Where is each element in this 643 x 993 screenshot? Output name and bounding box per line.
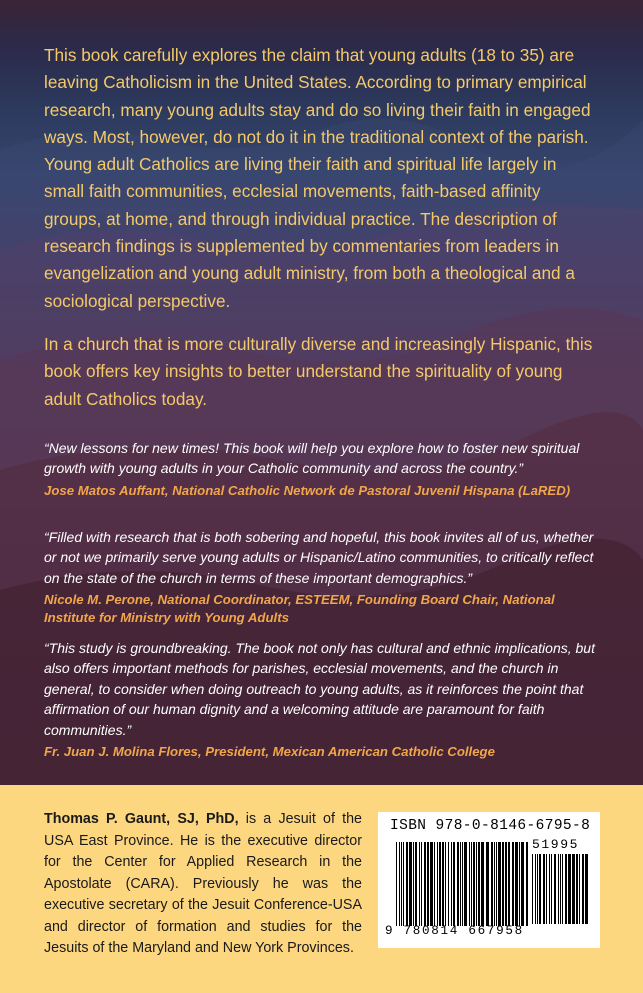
isbn-barcode	[378, 812, 600, 948]
book-summary	[44, 42, 600, 429]
barcode-bar	[448, 842, 449, 926]
barcode-bar	[424, 842, 426, 926]
barcode-bar	[442, 842, 444, 926]
barcode-bar	[562, 854, 563, 924]
barcode-bar	[434, 842, 435, 926]
barcode-bar	[399, 842, 400, 926]
barcode-bar	[437, 842, 438, 926]
barcode-bar	[508, 842, 510, 926]
barcode-bar	[451, 842, 452, 926]
barcode-bar	[476, 842, 477, 926]
barcode-bar	[403, 842, 404, 926]
barcode-bar	[502, 842, 504, 926]
barcode-bar	[471, 842, 472, 926]
barcode-bar	[505, 842, 507, 926]
endorsement-author: Fr. Juan J. Molina Flores, President, Mexican American Catholic College	[44, 744, 495, 760]
endorsement-author: Jose Matos Auffant, National Catholic Network de Pastoral Juvenil Hispana (LaRED)	[44, 482, 571, 498]
barcode-bar	[415, 842, 417, 926]
ean-bars	[396, 842, 528, 926]
endorsement-author: Nicole M. Perone, National Coordinator, ESTEEM, Founding Board Chair, National Institute for Ministry with Young Adults	[44, 592, 555, 626]
author-name: Thomas P. Gaunt, SJ, PhD,	[44, 811, 239, 827]
endorsement	[44, 438, 604, 500]
price-addon-digits: 51995	[532, 837, 580, 852]
barcode-bar	[453, 842, 455, 926]
barcode-bar	[462, 842, 463, 926]
barcode-bar	[568, 854, 571, 924]
barcode-bar	[521, 842, 524, 926]
barcode-bar	[537, 854, 538, 924]
author-panel	[0, 785, 643, 993]
barcode-bar	[498, 842, 501, 926]
barcode-bar	[430, 842, 433, 926]
barcode-bar	[396, 842, 397, 926]
barcode-bar	[515, 842, 518, 926]
barcode-bar	[419, 842, 420, 926]
barcode-bar	[546, 854, 547, 924]
endorsement-quote: “This study is groundbreaking. The book not only has cultural and ethnic implications, but also offers important methods for parishes, ecclesial movements, and the church in general, to consider when doing outreach to young adults, as it reinforces the point that affirmation of our human dignity and a welcoming attitude are paramount for faith communities.”	[44, 640, 595, 738]
endorsement-quote: “New lessons for new times! This book will help you explore how to foster new spiritual growth with young adults in your Catholic community and across the country.”	[44, 440, 580, 477]
ean-digits: 9 780814 667958	[385, 924, 524, 938]
barcode-bar	[491, 842, 493, 926]
barcode-bar	[409, 842, 412, 926]
barcode-bar	[526, 842, 528, 926]
barcode-bar	[406, 842, 408, 926]
barcode-bar	[585, 854, 588, 924]
barcode-bar	[464, 842, 467, 926]
endorsement	[44, 527, 604, 627]
barcode-bar	[558, 854, 559, 924]
barcode-bar	[512, 842, 514, 926]
barcode-bar	[457, 842, 459, 926]
summary-paragraph: This book carefully explores the claim that young adults (18 to 35) are leaving Catholicism in the United States. According to primary empirical research, many young adults stay and do so living their faith in engaged ways. Most, however, do not do it in the traditional context of the parish. Young adult Catholics are living their faith and spiritual life largely in small faith communities, ecclesial movements, faith-based affinity groups, at home, and through individual practice. The description of research findings is supplemented by commentaries from leaders in evangelization and young adult ministry, from both a theological and a sociological perspective.	[44, 45, 591, 311]
endorsement-quote: “Filled with research that is both sobering and hopeful, this book invites all of us, whether or not we primarily serve young adults or Hispanic/Latino communities, to critically reflect on the state of the church in terms of these important demographics.”	[44, 529, 594, 586]
barcode-bar	[421, 842, 422, 926]
barcode-bar	[401, 842, 402, 926]
barcode-bar	[572, 854, 575, 924]
barcode-bar	[565, 854, 567, 924]
barcode-bar	[582, 854, 584, 924]
barcode-bar	[481, 842, 484, 926]
barcode-bar	[532, 854, 533, 924]
barcode-bar	[445, 842, 446, 926]
barcode-bar	[469, 842, 470, 926]
barcode-bar	[539, 854, 541, 924]
barcode-bar	[460, 842, 461, 926]
author-bio	[44, 809, 362, 960]
barcode-bar	[413, 842, 414, 926]
barcode-bar	[494, 842, 495, 926]
isbn-label: ISBN 978-0-8146-6795-8	[390, 818, 591, 834]
barcode-bar	[473, 842, 475, 926]
barcode-bar	[427, 842, 429, 926]
barcode-bar	[551, 854, 552, 924]
barcode-bar	[543, 854, 545, 924]
barcode-bar	[554, 854, 556, 924]
barcode-bar	[560, 854, 561, 924]
barcode-bar	[496, 842, 497, 926]
summary-paragraph: In a church that is more culturally diverse and increasingly Hispanic, this book offers key insights to better understand the spirituality of young adult Catholics today.	[44, 333, 593, 409]
barcode-bar	[579, 854, 580, 924]
author-bio-text: is a Jesuit of the USA East Province. He is the executive director for the Center for Applied Research in the Apostolate (CARA). Previously he was the executive secretary of the Jesuit Conference-USA and director of formation and studies for the Jesuits of the Maryland and New York Provinces.	[44, 811, 362, 956]
barcode-bar	[478, 842, 480, 926]
addon-bars	[532, 854, 588, 924]
endorsement	[44, 638, 604, 761]
barcode-bar	[535, 854, 536, 924]
barcode-bar	[519, 842, 520, 926]
barcode-bar	[549, 854, 550, 924]
barcode-bar	[486, 842, 489, 926]
barcode-bar	[439, 842, 441, 926]
barcode-bar	[576, 854, 578, 924]
